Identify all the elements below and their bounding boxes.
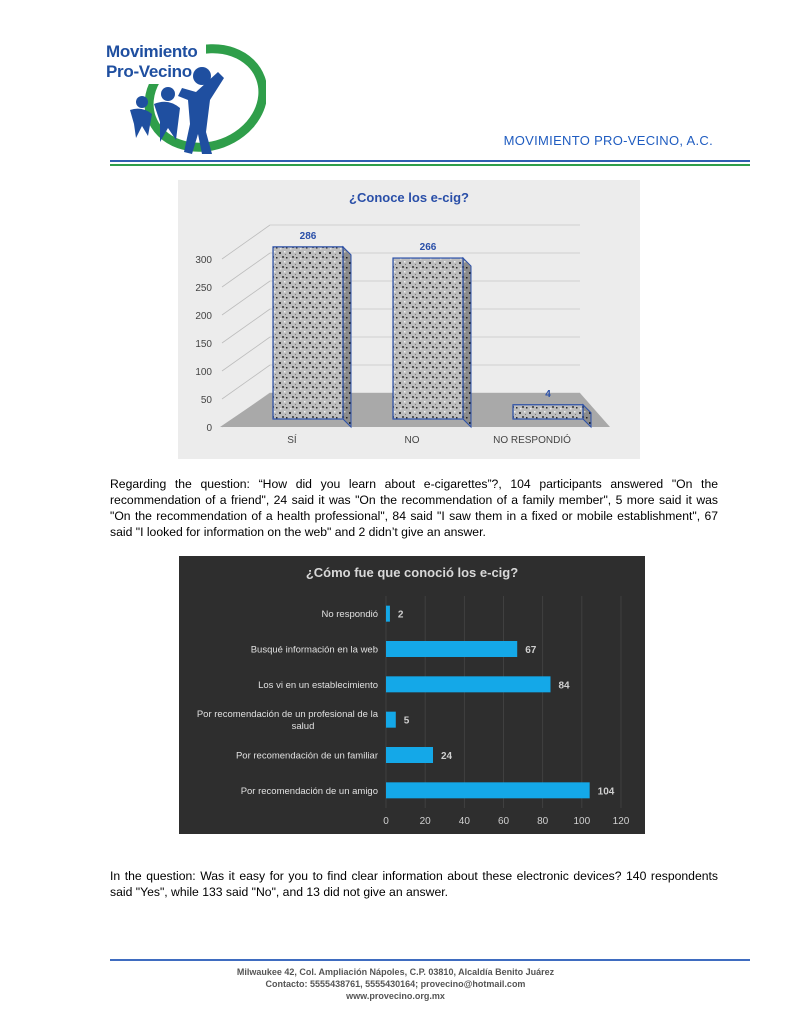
- footer-contact: Contacto: 5555438761, 5555430164; provecino@hotmail.com: [265, 979, 526, 989]
- footer-rule: [110, 959, 750, 961]
- chart2-x-tick-label: 40: [458, 816, 470, 827]
- chart1-gridline-diag: [222, 309, 270, 343]
- chart2-data-label: 2: [397, 609, 404, 621]
- chart1-gridline-diag: [222, 365, 270, 399]
- chart1-x-tick-label: NO: [404, 435, 420, 446]
- chart2-category-label: Busqué información en la web: [250, 644, 378, 656]
- chart2-data-label: 84: [558, 680, 570, 692]
- chart2-x-tick-label: 100: [573, 816, 591, 827]
- chart1-gridline-diag: [222, 225, 270, 259]
- header-rule-green: [110, 164, 750, 166]
- chart2-category-label: Por recomendación de un profesional de la salud: [196, 709, 378, 733]
- chart1-data-label: 266: [419, 242, 437, 254]
- chart2-title: ¿Cómo fue que conoció los e-cig?: [305, 565, 519, 580]
- chart2-data-label: 104: [597, 786, 615, 798]
- chart1-y-tick-label: 150: [195, 339, 212, 350]
- chart2-category-label: No respondió: [321, 609, 378, 621]
- chart1-title: ¿Conoce los e-cig?: [349, 190, 469, 205]
- footer-website: www.provecino.org.mx: [346, 991, 445, 1001]
- chart1-gridline-diag: [222, 281, 270, 315]
- chart2-x-tick-label: 60: [497, 816, 510, 827]
- chart2-category-label: Por recomendación de un amigo: [240, 785, 378, 797]
- chart1-bar: [273, 247, 351, 427]
- chart2-data-label: 24: [441, 751, 453, 762]
- chart1-y-tick-label: 50: [200, 395, 212, 406]
- organization-name: MOVIMIENTO PRO-VECINO, A.C.: [503, 133, 713, 148]
- logo-text-line1: Movimiento: [106, 42, 198, 61]
- chart2-x-tick-label: 120: [612, 816, 630, 827]
- chart2-x-tick-label: 0: [383, 816, 389, 827]
- footer-address: Milwaukee 42, Col. Ampliación Nápoles, C.P. 03810, Alcaldía Benito Juárez: [236, 967, 555, 977]
- chart1-gridline-diag: [222, 253, 270, 287]
- chart2-bar: [386, 747, 433, 763]
- chart1-x-tick-label: NO RESPONDIÓ: [493, 435, 571, 446]
- organization-logo: [106, 36, 266, 156]
- chart2-data-label: 67: [525, 645, 537, 656]
- chart1-y-tick-label: 250: [195, 283, 212, 294]
- chart1-y-tick-label: 100: [195, 367, 212, 378]
- paragraph-how-learned: Regarding the question: “How did you learn about e-cigarettes”?, 104 participants answered "On the recommendation of a friend", 24 said it was "On the recommendation of a family member", 5 more said it was "On the recommendation of a health professional", 84 said "I saw them in a fixed or mobile establishment", 67 said "I looked for information on the web" and 2 didn’t give an answer.: [110, 477, 718, 539]
- chart2-bar: [386, 782, 590, 798]
- chart1-y-tick-label: 0: [206, 423, 212, 434]
- chart1-gridline-diag: [222, 337, 270, 371]
- chart1-y-tick-label: 300: [195, 255, 212, 266]
- paragraph-easy-info: In the question: Was it easy for you to find clear information about these electronic devices? 140 respondents said "Yes", while 133 said "No", and 13 did not give an answer.: [110, 869, 718, 899]
- chart1-y-tick-label: 200: [195, 311, 212, 322]
- chart2-bar: [386, 606, 390, 622]
- chart1-bar: [393, 258, 471, 427]
- chart2-x-tick-label: 20: [419, 816, 431, 827]
- chart2-data-label: 5: [403, 715, 410, 727]
- how-learned-bar-chart: [179, 556, 645, 834]
- known-ecig-bar-chart: [178, 180, 640, 459]
- chart2-category-label: Los vi en un establecimiento: [258, 679, 378, 691]
- chart1-data-label: 286: [299, 230, 317, 242]
- chart2-category-label: Por recomendación de un familiar: [235, 750, 378, 762]
- chart2-x-tick-label: 80: [537, 816, 549, 827]
- chart1-x-tick-label: SÍ: [287, 435, 297, 446]
- header-rule-blue: [110, 160, 750, 162]
- chart2-bar: [386, 641, 517, 657]
- chart1-data-label: 4: [545, 388, 551, 400]
- chart2-bar: [386, 676, 551, 692]
- logo-text-line2: Pro-Vecino: [106, 62, 192, 81]
- footer: [0, 966, 791, 1002]
- chart2-bar: [386, 712, 396, 728]
